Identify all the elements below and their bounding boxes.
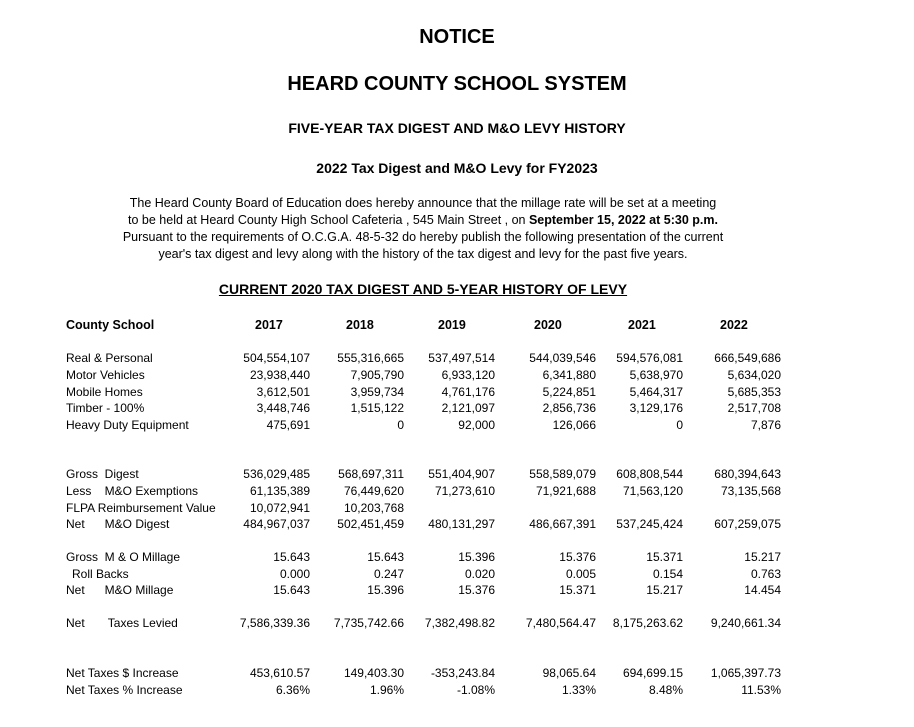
value-cell: 149,403.30 xyxy=(343,666,404,680)
table-row-motor-vehicles xyxy=(0,367,914,384)
row-label: Net Taxes Levied xyxy=(66,616,178,630)
table-title: CURRENT 2020 TAX DIGEST AND 5-YEAR HISTORY OF LEVY xyxy=(218,281,628,297)
row-label: Net Taxes % Increase xyxy=(66,683,183,697)
value-cell: 15.376 xyxy=(559,550,596,564)
table-row-flpa-reimbursement xyxy=(0,500,914,517)
table-row-net-millage xyxy=(0,582,914,599)
value-cell: 7,480,564.47 xyxy=(525,616,596,630)
value-cell: 15.371 xyxy=(646,550,683,564)
value-cell: 15.396 xyxy=(367,583,404,597)
value-cell: 0.000 xyxy=(279,567,310,581)
value-cell: 480,131,297 xyxy=(428,517,495,531)
table-row-heavy-duty-equipment xyxy=(0,417,914,434)
value-cell: 694,699.15 xyxy=(622,666,683,680)
school-system-heading: HEARD COUNTY SCHOOL SYSTEM xyxy=(287,73,627,95)
value-cell: 7,735,742.66 xyxy=(333,616,404,630)
table-row-net-digest xyxy=(0,516,914,533)
value-cell: 14.454 xyxy=(744,583,781,597)
table-row-net-taxes-percent-increase xyxy=(0,682,914,699)
value-cell: 5,464,317 xyxy=(629,385,683,399)
value-cell: 558,589,079 xyxy=(529,467,596,481)
table-row-net-taxes-levied xyxy=(0,615,914,632)
table-row-timber xyxy=(0,400,914,417)
value-cell: 8.48% xyxy=(648,683,683,697)
value-cell: 5,638,970 xyxy=(629,368,683,382)
value-cell: 0.020 xyxy=(464,567,495,581)
row-label: Real & Personal xyxy=(66,351,153,365)
value-cell: 536,029,485 xyxy=(243,467,310,481)
value-cell: 5,634,020 xyxy=(727,368,781,382)
paragraph-line-4: year's tax digest and levy along with the history of the tax digest and levy for the past five years. xyxy=(158,247,688,261)
paragraph-line-1: The Heard County Board of Education does hereby announce that the millage rate will be set at a meeting xyxy=(129,196,717,210)
digest-year-title: 2022 Tax Digest and M&O Levy for FY2023 xyxy=(316,160,598,176)
value-cell: 7,382,498.82 xyxy=(424,616,495,630)
announcement-paragraph xyxy=(108,195,738,263)
table-row-gross-millage xyxy=(0,549,914,566)
paragraph-line-2-text: to be held at Heard County High School Cafeteria , 545 Main Street , on xyxy=(128,213,529,227)
table-row-roll-backs xyxy=(0,566,914,583)
value-cell: 4,761,176 xyxy=(441,385,495,399)
value-cell: 537,245,424 xyxy=(616,517,683,531)
value-cell: 2,517,708 xyxy=(727,401,781,415)
value-cell: 453,610.57 xyxy=(249,666,310,680)
row-label: Less M&O Exemptions xyxy=(66,484,199,498)
value-cell: 1.33% xyxy=(561,683,596,697)
value-cell: 544,039,546 xyxy=(529,351,596,365)
value-cell: 555,316,665 xyxy=(337,351,404,365)
value-cell: 3,612,501 xyxy=(256,385,310,399)
header-label: County School xyxy=(66,318,155,332)
row-label: FLPA Reimbursement Value xyxy=(66,501,216,515)
value-cell: 5,685,353 xyxy=(727,385,781,399)
value-cell: 71,921,688 xyxy=(535,484,596,498)
meeting-date: September 15, 2022 at 5:30 p.m. xyxy=(528,213,718,227)
value-cell: 8,175,263.62 xyxy=(612,616,683,630)
value-cell: 568,697,311 xyxy=(338,467,404,481)
value-cell: 0.154 xyxy=(652,567,683,581)
value-cell: 10,203,768 xyxy=(343,501,404,515)
table-header-row xyxy=(0,317,914,334)
levy-history-subtitle: FIVE-YEAR TAX DIGEST AND M&O LEVY HISTORY xyxy=(288,120,626,136)
value-cell: 666,549,686 xyxy=(714,351,781,365)
value-cell: 3,448,746 xyxy=(256,401,310,415)
table-row-mobile-homes xyxy=(0,384,914,401)
table-row-gross-digest xyxy=(0,466,914,483)
value-cell: 7,876 xyxy=(750,418,781,432)
value-cell: 15.371 xyxy=(559,583,596,597)
value-cell: 15.376 xyxy=(458,583,495,597)
value-cell: 502,451,459 xyxy=(337,517,404,531)
header-year: 2022 xyxy=(720,318,748,332)
row-label: Net M&O Millage xyxy=(66,583,174,597)
value-cell: 10,072,941 xyxy=(249,501,310,515)
value-cell: 680,394,643 xyxy=(714,467,781,481)
value-cell: 0 xyxy=(676,418,683,432)
value-cell: 15.217 xyxy=(744,550,781,564)
table-row-net-taxes-dollar-increase xyxy=(0,665,914,682)
value-cell: 0.005 xyxy=(565,567,596,581)
value-cell: 484,967,037 xyxy=(243,517,310,531)
value-cell: 608,808,544 xyxy=(616,467,683,481)
row-label: Timber - 100% xyxy=(66,401,145,415)
value-cell: 1,515,122 xyxy=(350,401,404,415)
value-cell: 475,691 xyxy=(266,418,310,432)
value-cell: 15.396 xyxy=(458,550,495,564)
value-cell: 15.217 xyxy=(646,583,683,597)
header-year: 2020 xyxy=(534,318,562,332)
paragraph-line-2 xyxy=(108,212,738,229)
row-label: Net Taxes $ Increase xyxy=(66,666,179,680)
value-cell: 0.763 xyxy=(750,567,781,581)
row-label: Gross Digest xyxy=(66,467,139,481)
header-year: 2017 xyxy=(255,318,283,332)
value-cell: 0 xyxy=(397,418,404,432)
value-cell: 3,959,734 xyxy=(350,385,404,399)
row-label: Net M&O Digest xyxy=(66,517,170,531)
value-cell: 76,449,620 xyxy=(343,484,404,498)
row-label: Gross M & O Millage xyxy=(66,550,181,564)
table-row-less-exemptions xyxy=(0,483,914,500)
value-cell: 1,065,397.73 xyxy=(710,666,781,680)
value-cell: 73,135,568 xyxy=(720,484,781,498)
value-cell: -353,243.84 xyxy=(430,666,495,680)
row-label: Roll Backs xyxy=(72,567,129,581)
value-cell: 2,856,736 xyxy=(542,401,596,415)
value-cell: 7,905,790 xyxy=(350,368,404,382)
value-cell: 2,121,097 xyxy=(441,401,495,415)
value-cell: 594,576,081 xyxy=(616,351,683,365)
header-year: 2019 xyxy=(438,318,466,332)
value-cell: 0.247 xyxy=(373,567,404,581)
value-cell: 3,129,176 xyxy=(629,401,683,415)
value-cell: 551,404,907 xyxy=(428,467,495,481)
value-cell: 504,554,107 xyxy=(243,351,310,365)
value-cell: 61,135,389 xyxy=(249,484,310,498)
notice-heading: NOTICE xyxy=(419,26,495,48)
value-cell: 9,240,661.34 xyxy=(710,616,781,630)
value-cell: 1.96% xyxy=(369,683,404,697)
row-label: Mobile Homes xyxy=(66,385,143,399)
value-cell: 6,341,880 xyxy=(542,368,596,382)
value-cell: 71,563,120 xyxy=(622,484,683,498)
value-cell: 15.643 xyxy=(273,583,310,597)
value-cell: 98,065.64 xyxy=(542,666,596,680)
value-cell: 607,259,075 xyxy=(714,517,781,531)
value-cell: 486,667,391 xyxy=(529,517,596,531)
value-cell: 23,938,440 xyxy=(249,368,310,382)
value-cell: 7,586,339.36 xyxy=(239,616,310,630)
value-cell: 537,497,514 xyxy=(428,351,495,365)
value-cell: 71,273,610 xyxy=(434,484,495,498)
value-cell: -1.08% xyxy=(456,683,495,697)
value-cell: 11.53% xyxy=(741,683,781,697)
header-year: 2021 xyxy=(628,318,656,332)
value-cell: 15.643 xyxy=(367,550,404,564)
value-cell: 92,000 xyxy=(458,418,495,432)
value-cell: 6,933,120 xyxy=(441,368,495,382)
paragraph-line-3: Pursuant to the requirements of O.C.G.A. 48-5-32 do hereby publish the following presentation of the current xyxy=(122,230,724,244)
table-row-real-personal xyxy=(0,350,914,367)
value-cell: 15.643 xyxy=(273,550,310,564)
value-cell: 126,066 xyxy=(552,418,596,432)
header-year: 2018 xyxy=(346,318,374,332)
row-label: Heavy Duty Equipment xyxy=(66,418,189,432)
value-cell: 5,224,851 xyxy=(542,385,596,399)
value-cell: 6.36% xyxy=(275,683,310,697)
row-label: Motor Vehicles xyxy=(66,368,145,382)
